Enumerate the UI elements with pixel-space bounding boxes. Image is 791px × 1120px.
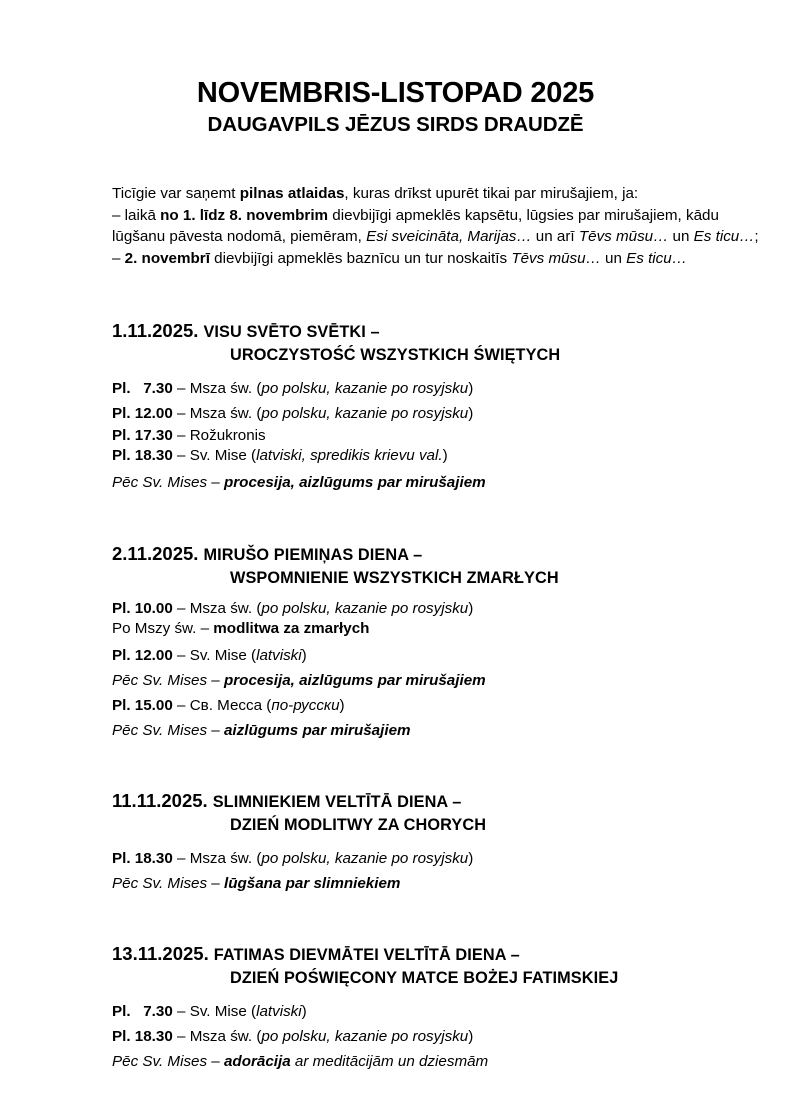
after-mass-activity: adorācija [223,1053,291,1070]
schedule-description: Св. Месса ( [189,697,272,714]
schedule-dash: – [172,1003,190,1020]
schedule-tail: ) [301,1003,307,1020]
intro-text: , kuras drīkst upurēt tikai par mirušajiem, ja: [344,185,639,202]
intro-text: – [112,249,125,267]
schedule-row [112,599,791,619]
schedule-tail: ) [468,405,474,422]
prayer-name-creed: Es ticu… [626,249,687,267]
schedule-dash: – [172,446,190,464]
schedule-language-note: po polsku, kazanie po rosyjsku [261,405,469,422]
prayer-name-our-father: Tēvs mūsu… [578,228,669,245]
section-date: 1.11.2025. [112,320,199,341]
schedule-description: Sv. Mise ( [189,446,257,464]
after-mass-lead: Pēc Sv. Mises – [112,875,224,892]
after-mass-activity: procesija, aizlūgums par mirušajiem [223,672,486,689]
intro-bold-dates: no 1. līdz 8. novembrim [160,206,329,224]
section-title-pl: DZIEŃ MODLITWY ZA CHORYCH [230,816,487,834]
schedule-description: Sv. Mise ( [189,1003,257,1020]
schedule-time: Pl. 15.00 [112,697,173,714]
schedule-row [112,643,791,668]
after-mass-note [112,668,791,693]
intro-text: un arī [531,228,579,245]
after-mass-activity: modlitwa za zmarłych [213,619,370,637]
schedule-row [112,999,791,1024]
schedule-time: Pl. 12.00 [112,405,173,422]
intro-text: – laikā [112,206,161,224]
schedule-tail: ) [468,380,474,397]
section-heading-line-1 [112,542,791,567]
schedule-dash: – [172,1028,190,1045]
after-mass-note [112,871,791,896]
schedule-description: Msza św. ( [189,600,262,617]
prayer-name-our-father: Tēvs mūsu… [511,249,601,267]
after-mass-activity: procesija, aizlūgums par mirušajiem [223,474,486,491]
after-mass-lead: Po Mszy św. – [112,619,214,637]
intro-text: un [668,228,694,245]
after-mass-note [112,718,791,743]
schedule-description: Sv. Mise ( [189,647,257,664]
schedule-tail: ) [301,647,307,664]
schedule-dash: – [172,405,190,422]
intro-text: un [600,249,627,267]
schedule-dash: – [172,380,190,397]
schedule-list [112,846,791,896]
after-mass-note [112,1049,791,1074]
section-date: 13.11.2025. [112,943,209,964]
schedule-language-note: po polsku, kazanie po rosyjsku [261,850,469,867]
section-date: 11.11.2025. [112,790,208,811]
schedule-time: Pl. 10.00 [112,600,173,617]
section-title-pl: DZIEŃ POŚWIĘCONY MATCE BOŻEJ FATIMSKIEJ [230,969,619,987]
schedule-language-note: latviski [256,647,302,664]
intro-text: dievbijīgi apmeklēs baznīcu un tur noskaitīs [209,249,512,267]
schedule-language-note: по-русски [271,697,340,714]
schedule-description: Msza św. ( [189,1028,262,1045]
after-mass-lead: Pēc Sv. Mises – [112,722,224,739]
schedule-row [112,401,791,426]
intro-bold-nov2: 2. novembrī [124,249,210,267]
schedule-tail: ) [468,600,474,617]
intro-text: Ticīgie var saņemt [112,185,240,202]
schedule-list [112,376,791,495]
schedule-dash: – [172,697,190,714]
schedule-time: Pl. 7.30 [112,1003,173,1020]
schedule-tail: ) [468,1028,474,1045]
section-heading-line-1 [112,319,791,344]
schedule-row [112,446,791,466]
after-mass-lead: Pēc Sv. Mises – [112,672,224,689]
section-title-lv: MIRUŠO PIEMIŅAS DIENA – [203,546,423,564]
document-header [0,0,791,137]
schedule-list [112,999,791,1074]
after-mass-activity: lūgšana par slimniekiem [223,875,401,892]
after-mass-activity: aizlūgums par mirušajiem [223,722,411,739]
schedule-language-note: latviski [256,1003,302,1020]
schedule-row [112,693,791,718]
schedule-time: Pl. 12.00 [112,647,173,664]
feast-section [112,789,791,896]
schedule-description: Msza św. ( [189,405,262,422]
schedule-dash: – [172,600,190,617]
schedule-description: Msza św. ( [189,380,262,397]
feast-section [112,542,791,743]
intro-paragraph [112,183,760,269]
schedule-time: Pl. 18.30 [112,1028,173,1045]
after-mass-lead: Pēc Sv. Mises – [112,1053,224,1070]
schedule-language-note: po polsku, kazanie po rosyjsku [261,380,469,397]
schedule-dash: – [172,647,190,664]
section-title-lv: VISU SVĒTO SVĒTKI – [203,323,380,341]
schedule-dash: – [172,427,190,444]
schedule-language-note: po polsku, kazanie po rosyjsku [261,600,469,617]
section-date: 2.11.2025. [112,543,199,564]
schedule-description: Msza św. ( [189,850,262,867]
intro-bold-indulgence: pilnas atlaidas [239,185,345,202]
schedule-row [112,846,791,871]
after-mass-lead: Pēc Sv. Mises – [112,474,224,491]
schedule-tail: ) [442,446,448,464]
schedule-row [112,1024,791,1049]
after-mass-tail: ar meditācijām un dziesmām [290,1053,489,1070]
page-title: NOVEMBRIS-LISTOPAD 2025 [196,77,595,109]
intro-text: ; [754,228,759,245]
schedule-row [112,426,791,446]
after-mass-note [112,619,791,639]
schedule-description: Rožukronis [189,427,266,444]
section-title-lv: SLIMNIEKIEM VELTĪTĀ DIENA – [212,793,462,811]
section-title-pl: WSPOMNIENIE WSZYSTKICH ZMARŁYCH [230,569,559,587]
schedule-list [112,599,791,743]
schedule-time: Pl. 17.30 [112,427,173,444]
intro-text: dievbijīgi apmeklēs kapsētu, lūgsies par mirušajiem, kādu lūgšanu pāvesta nodomā, piemēram, [112,206,719,245]
section-title-lv: FATIMAS DIEVMĀTEI VELTĪTĀ DIENA – [213,946,520,964]
schedule-dash: – [172,850,190,867]
schedule-time: Pl. 18.30 [112,850,173,867]
intro-line-1 [112,183,760,205]
schedule-tail: ) [468,850,474,867]
section-heading-line-1 [112,789,791,814]
feast-section [112,319,791,495]
section-title-pl: UROCZYSTOŚĆ WSZYSTKICH ŚWIĘTYCH [230,346,561,364]
schedule-time: Pl. 7.30 [112,380,173,397]
section-heading-line-1 [112,942,791,967]
prayer-name-hail-mary: Esi sveicināta, Marijas… [366,228,532,245]
page-subtitle: DAUGAVPILS JĒZUS SIRDS DRAUDZĒ [207,113,584,137]
schedule-language-note: po polsku, kazanie po rosyjsku [261,1028,469,1045]
feast-section [112,942,791,1074]
schedule-row [112,376,791,401]
after-mass-note [112,470,791,495]
prayer-name-creed: Es ticu… [693,228,755,245]
schedule-language-note: latviski, spredikis krievu val. [256,446,443,464]
schedule-tail: ) [339,697,345,714]
schedule-time: Pl. 18.30 [112,446,173,464]
